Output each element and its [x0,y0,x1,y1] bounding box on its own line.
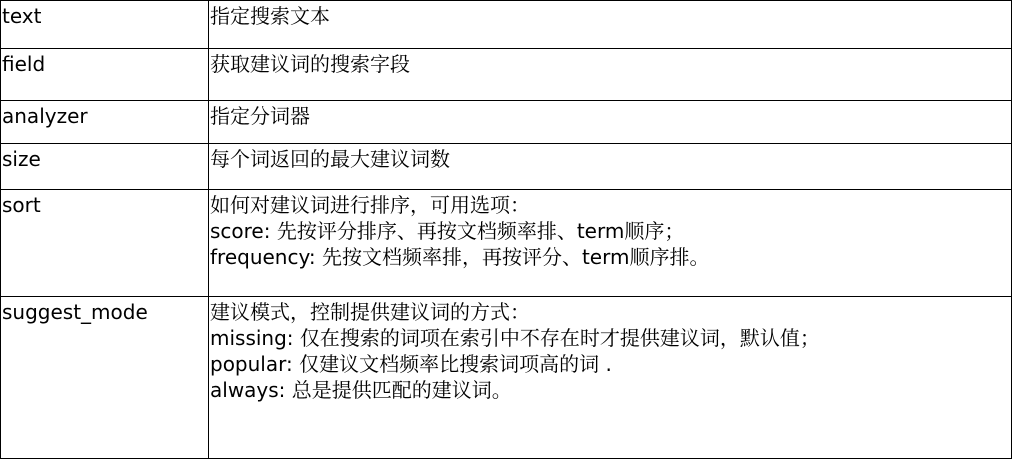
table-row-text [1,1,1012,49]
param-name-cell [1,101,209,144]
param-description-line: 如何对建议词进行排序，可用选项： [210,193,530,217]
param-name-cell [1,144,209,190]
param-description-line: popular: 仅建议文档频率比搜索词项高的词 . [210,352,612,376]
param-name: text [2,4,42,28]
param-description-line: 每个词返回的最大建议词数 [210,147,450,171]
param-description-line: 建议模式，控制提供建议词的方式： [210,300,530,324]
param-name-cell [1,49,209,101]
param-name-cell [1,297,209,459]
param-description-cell [209,144,1012,190]
param-description-cell [209,101,1012,144]
param-name: analyzer [2,104,88,128]
param-name-cell [1,1,209,49]
param-description-line: always: 总是提供匹配的建议词。 [210,378,512,402]
param-name: field [2,52,46,76]
param-name-cell [1,190,209,297]
table-row-size [1,144,1012,190]
table-row-field [1,49,1012,101]
param-description-line: 指定搜索文本 [210,4,330,28]
param-description-cell [209,190,1012,297]
param-description-line: score: 先按评分排序、再按文档频率排、term顺序； [210,219,685,243]
param-description-cell [209,49,1012,101]
param-name: sort [2,193,41,217]
table-row-analyzer [1,101,1012,144]
table-row-suggest-mode [1,297,1012,459]
param-description-line: missing: 仅在搜索的词项在索引中不存在时才提供建议词，默认值； [210,326,820,350]
param-name: suggest_mode [2,300,148,324]
param-description-line: frequency: 先按文档频率排，再按评分、term顺序排。 [210,245,710,269]
param-description-cell [209,297,1012,459]
param-description-cell [209,1,1012,49]
param-description-line: 获取建议词的搜索字段 [210,52,410,76]
param-description-line: 指定分词器 [210,104,310,128]
table-row-sort [1,190,1012,297]
param-name: size [2,147,41,171]
